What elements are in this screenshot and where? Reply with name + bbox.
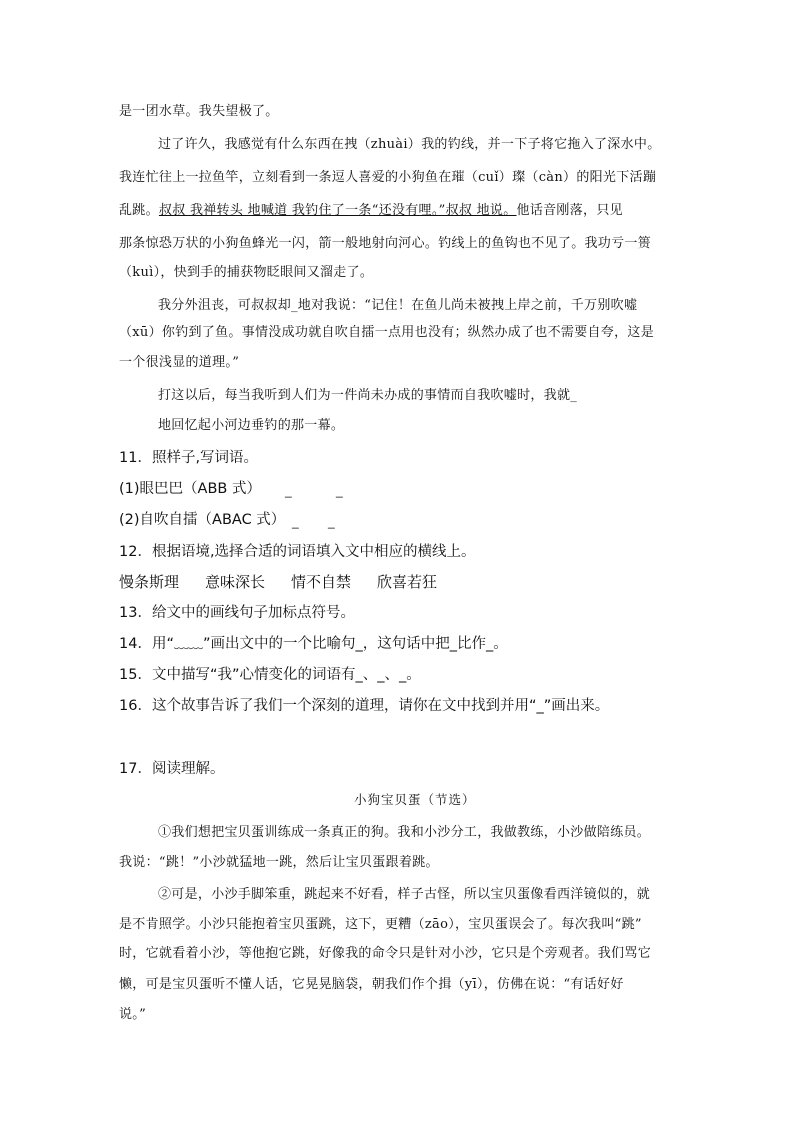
- word-option: 欣喜若狂: [377, 573, 438, 591]
- word-option: 意味深长: [205, 573, 266, 591]
- question-16: 16．这个故事告诉了我们一个深刻的道理，请你在文中找到并用“_”画出来。: [119, 698, 610, 714]
- passage-line: [119, 204, 623, 217]
- underlined-sentence: 叔叔 我禅转头 地喊道 我钓住了一条“还没有哩。”叔叔 地说。: [158, 203, 517, 218]
- answer-blank[interactable]: _: [328, 515, 335, 529]
- question-13: 13．给文中的画线句子加标点符号。: [119, 605, 355, 621]
- passage-line: 一个很浅显的道理。”: [119, 355, 240, 370]
- passage-title: 小狗宝贝蛋（节选）: [354, 792, 476, 807]
- passage-line: ①我们想把宝贝蛋训练成一条真正的狗。我和小沙分工，我做教练，小沙做陪练员。: [158, 825, 651, 840]
- passage-line: 我分外沮丧，可叔叔却_地对我说：“记住！在鱼儿尚未被拽上岸之前，千万别吹嘘: [158, 298, 638, 313]
- passage-line: ②可是，小沙手脚笨重，跳起来不好看，样子古怪，所以宝贝蛋像看西洋镜似的，就: [158, 887, 651, 902]
- answer-blank[interactable]: _: [285, 484, 292, 498]
- passage-line: 地回忆起小河边垂钓的那一幕。: [158, 418, 345, 433]
- question-11: 11．照样子,写词语。: [119, 450, 259, 466]
- passage-line: 我说：“跳！”小沙就猛地一跳，然后让宝贝蛋跟着跳。: [119, 855, 439, 870]
- passage-line: 说。”: [119, 1007, 147, 1022]
- passage-line: 是一团水草。我失望极了。: [119, 104, 279, 119]
- question-11-part-1: (1)眼巴巴（ABB 式）: [119, 481, 261, 497]
- word-option: 慢条斯理: [119, 573, 180, 591]
- passage-line: （xū）你钓到了鱼。事情没成功就自吹自擂一点用也没有；纵然办成了也不需要自夸，这是: [119, 325, 655, 340]
- answer-blank[interactable]: _: [336, 484, 343, 498]
- passage-line: 那条惊恐万状的小狗鱼蜂光一闪，箭一般地射向河心。钓线上的鱼钩也不见了。我功亏一篑: [119, 236, 652, 251]
- question-17: 17．阅读理解。: [119, 761, 225, 777]
- passage-line: （kuì），快到手的捕获物眨眼间又溜走了。: [119, 265, 374, 280]
- passage-line: 懒，可是宝贝蛋听不懂人话，它晃晃脑袋，朝我们作个揖（yī），仿佛在说：“有话好好: [119, 977, 624, 992]
- question-11-part-2: (2)自吹自擂（ABAC 式）: [119, 512, 286, 528]
- passage-text: 他话音刚落，只见: [516, 203, 623, 218]
- question-12: 12．根据语境,选择合适的词语填入文中相应的横线上。: [119, 544, 476, 560]
- passage-line: 我连忙往上一拉鱼竿，立刻看到一条逗人喜爱的小狗鱼在璀（cuǐ）璨（càn）的阳光下活蹦: [119, 170, 657, 185]
- question-15: 15．文中描写“我”心情变化的词语有_、_、_。: [119, 667, 421, 683]
- answer-blank[interactable]: _: [292, 515, 299, 529]
- passage-line: 是不肯照学。小沙只能抱着宝贝蛋跳，这下，更糟（zāo），宝贝蛋误会了。每次我叫“跳”: [119, 917, 642, 932]
- word-options: [119, 575, 463, 590]
- passage-line: 时，它就看着小沙，等他抱它跳，好像我的命令只是针对小沙，它只是个旁观者。我们骂它: [119, 946, 652, 961]
- word-option: 情不自禁: [291, 573, 352, 591]
- question-14: 14．用“﹏﹏”画出文中的一个比喻句_，这句话中把_比作_。: [119, 636, 508, 652]
- passage-text: 乱跳。: [119, 203, 159, 218]
- passage-line: 打这以后，每当我听到人们为一件尚未办成的事情而自我吹嘘时，我就_: [158, 388, 578, 403]
- passage-line: 过了许久，我感觉有什么东西在拽（zhuài）我的钓线，并一下子将它拖入了深水中。: [158, 137, 661, 152]
